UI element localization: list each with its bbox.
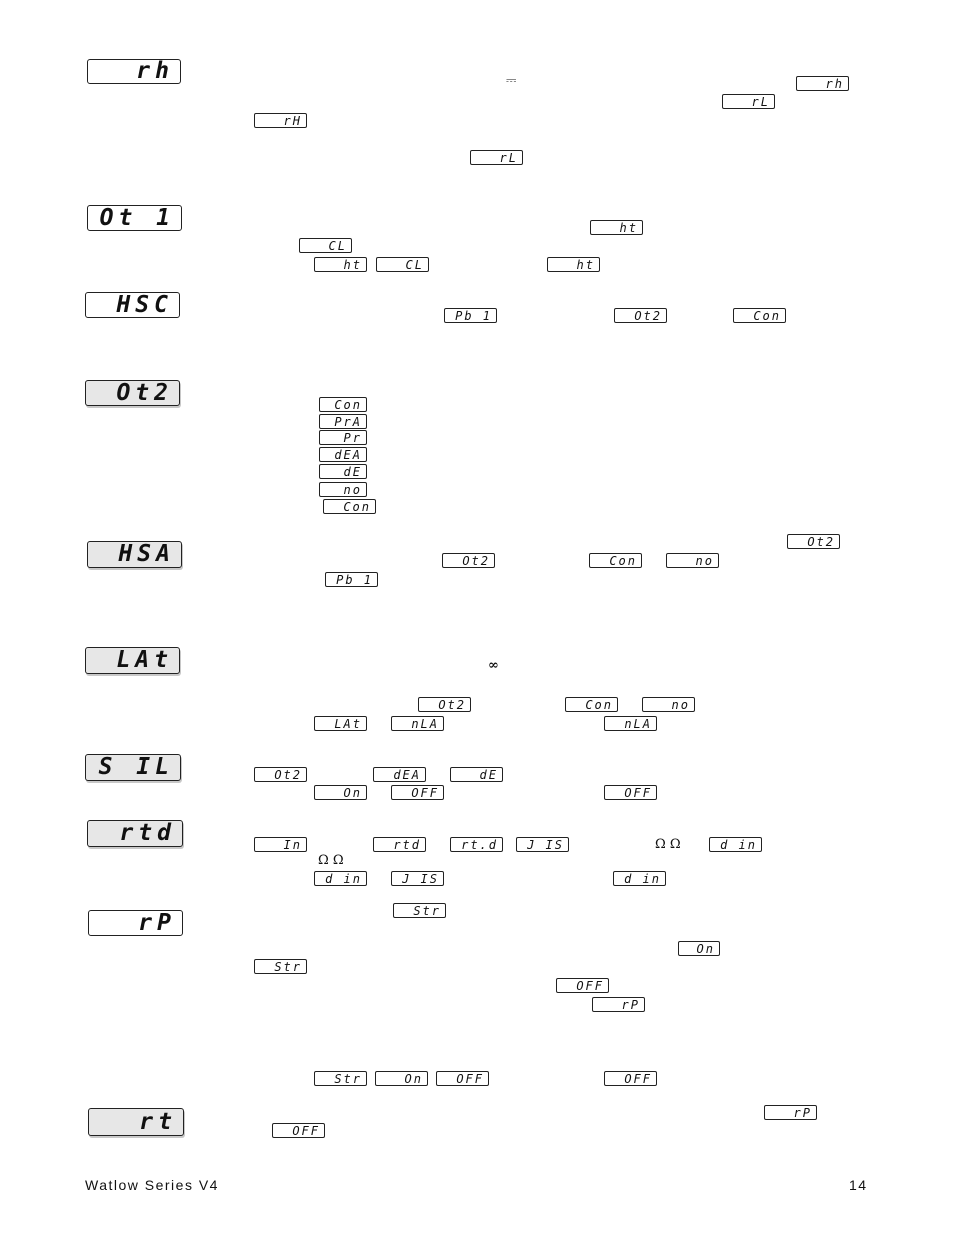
display-jis: J IS <box>516 837 569 852</box>
display-con: Con <box>733 308 786 323</box>
display-off: OFF <box>272 1123 325 1138</box>
display-ot2: Ot2 <box>787 534 840 549</box>
param-hsc-display: HSC <box>85 292 180 318</box>
display-str: Str <box>393 903 446 918</box>
display-on: On <box>678 941 720 956</box>
display-ot2: Ot2 <box>254 767 307 782</box>
param-rtd-display: rtd <box>87 820 183 847</box>
display-str: Str <box>254 959 307 974</box>
display-de: dE <box>450 767 503 782</box>
display-cl: CL <box>299 238 352 253</box>
param-hsa-display: HSA <box>87 541 182 568</box>
dc-symbol: ⎓ <box>506 73 517 88</box>
param-lat-display: LAt <box>85 647 180 674</box>
display-ht: ht <box>590 220 643 235</box>
ohm-symbol: Ω Ω <box>318 853 344 868</box>
display-jis: J IS <box>391 871 444 886</box>
display-off: OFF <box>436 1071 489 1086</box>
param-rt-display: rt <box>88 1108 184 1136</box>
display-rp: rP <box>764 1105 817 1120</box>
display-ht: ht <box>547 257 600 272</box>
display-de: dE <box>319 464 367 479</box>
display-rl: rL <box>722 94 775 109</box>
display-off: OFF <box>391 785 444 800</box>
display-in: In <box>254 837 307 852</box>
display-nla: nLA <box>391 716 444 731</box>
display-pb1: Pb 1 <box>444 308 497 323</box>
display-dea: dEA <box>373 767 426 782</box>
display-cl: CL <box>376 257 429 272</box>
display-din: d in <box>709 837 762 852</box>
display-no: no <box>319 482 367 497</box>
display-ht: ht <box>314 257 367 272</box>
display-str: Str <box>314 1071 367 1086</box>
page-number: 14 <box>849 1177 868 1193</box>
display-no: no <box>642 697 695 712</box>
display-din: d in <box>613 871 666 886</box>
display-on: On <box>314 785 367 800</box>
param-ot1-display: Ot 1 <box>87 205 182 231</box>
display-rp: rP <box>592 997 645 1012</box>
display-lat: LAt <box>314 716 367 731</box>
display-rh: rh <box>796 76 849 91</box>
ohm-symbol: Ω Ω <box>655 837 681 852</box>
display-on: On <box>375 1071 428 1086</box>
param-sil-display: S IL <box>85 754 181 781</box>
display-din: d in <box>314 871 367 886</box>
display-dea: dEA <box>319 447 367 462</box>
display-off: OFF <box>556 978 609 993</box>
infinity-symbol: ∞ <box>488 658 499 673</box>
display-rtd-decimal: rt.d <box>450 837 503 852</box>
display-ot2: Ot2 <box>442 553 495 568</box>
display-ot2: Ot2 <box>418 697 471 712</box>
display-no: no <box>666 553 719 568</box>
display-nla: nLA <box>604 716 657 731</box>
display-ot2: Ot2 <box>614 308 667 323</box>
display-off: OFF <box>604 785 657 800</box>
display-rl: rL <box>470 150 523 165</box>
display-off: OFF <box>604 1071 657 1086</box>
display-rH: rH <box>254 113 307 128</box>
display-pb1: Pb 1 <box>325 572 378 587</box>
display-con: Con <box>565 697 618 712</box>
display-rtd: rtd <box>373 837 426 852</box>
display-pra: PrA <box>319 414 367 429</box>
param-rh-display: rh <box>87 59 181 84</box>
display-con: Con <box>323 499 376 514</box>
param-ot2-display: Ot2 <box>85 380 180 406</box>
display-pr: Pr <box>319 430 367 445</box>
display-con: Con <box>319 397 367 412</box>
footer-title: Watlow Series V4 <box>85 1177 219 1193</box>
display-con: Con <box>589 553 642 568</box>
param-rp-display: rP <box>88 910 183 936</box>
